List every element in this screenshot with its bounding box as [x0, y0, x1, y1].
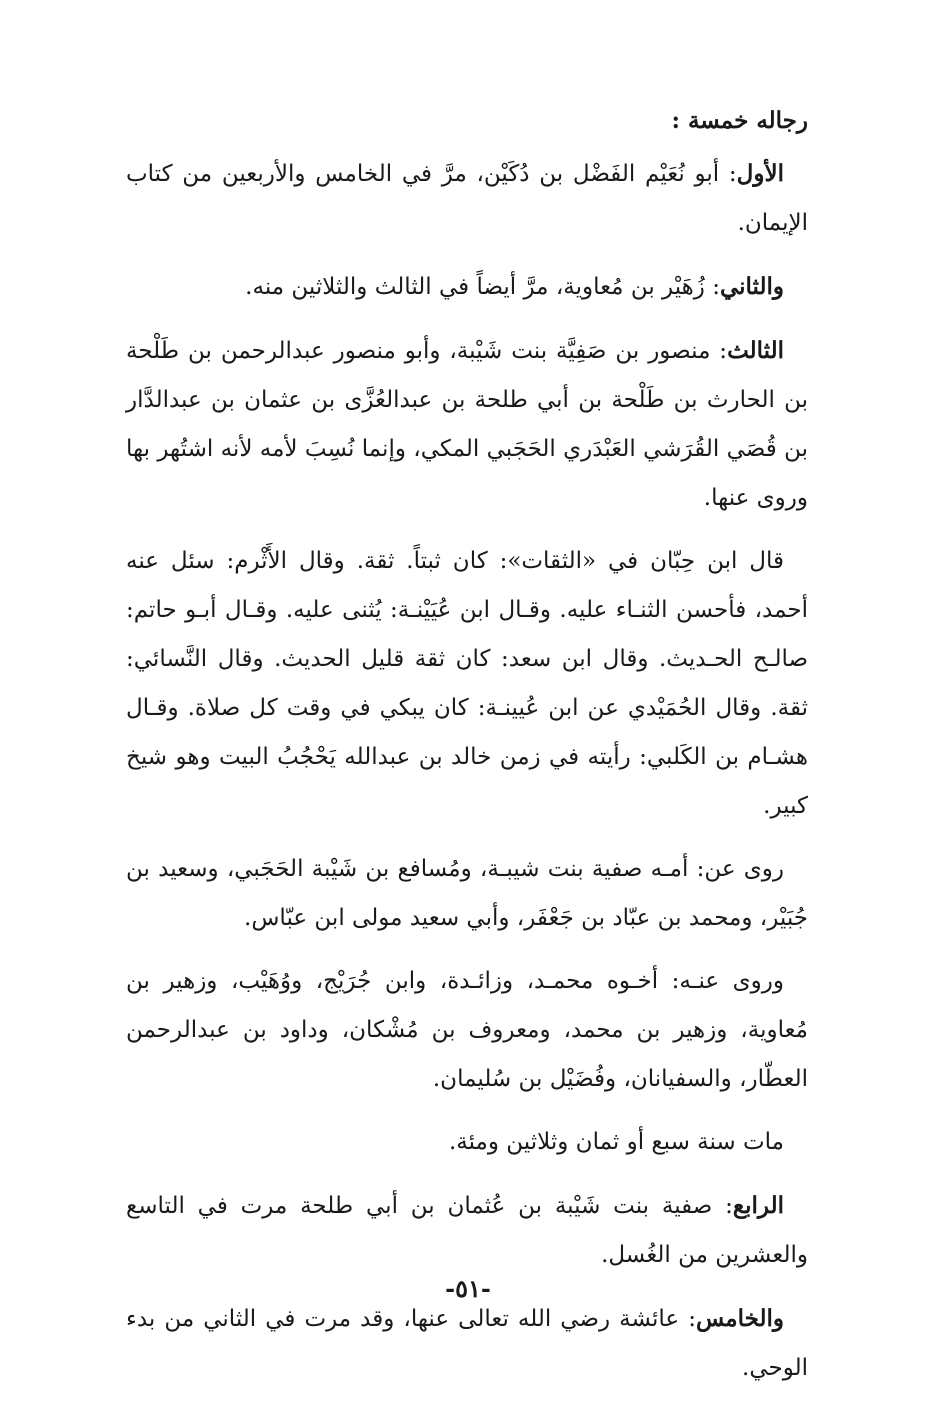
paragraph-narrator-3-grading [126, 537, 808, 831]
paragraph-label: والخامس [695, 1305, 784, 1332]
paragraph-text: : عائشة رضي الله تعالى عنها، وقد مرت في الثاني من بدء الوحي. [126, 1306, 808, 1381]
paragraph-text: قال ابن حِبّان في «الثقات»: كان ثبتاً. ثقة. وقال الأَثْرم: سئل عنه أحمد، فأحسن الثنـاء عليه. وقـال ابن عُيَيْنـة: يُثنى عليه. وقـال أبـو حاتم: صالـح الحـديث. وقال ابن سعد: كان ثقة قليل الحديث. وقال النَّسائي: ثقة. وقال الحُمَيْدي عن ابن عُيينـة: كان يبكي في وقت كل صلاة. وقـال هشـام بن الكَلبي: رأيته في زمن خالد بن عبدالله يَحْجُبُ البيت وهو شيخ كبير. [126, 548, 808, 819]
paragraph-label: الثالث [727, 337, 785, 364]
paragraph-narrator-4 [126, 1181, 808, 1280]
paragraph-text: : منصور بن صَفِيَّة بنت شَيْبة، وأبو منصور عبدالرحمن بن طَلْحة بن الحارث بن طَلْحة بن أبي طلحة بن عبدالعُزَّى بن عثمان بن عبدالدَّار بن قُصَي القُرَشي العَبْدَري الحَجَبي المكي، وإنما نُسِبَ لأمه لأنه اشتُهر بها وروى عنها. [126, 338, 808, 511]
paragraph-narrator-3-death [126, 1118, 808, 1167]
page-body [126, 96, 808, 1407]
paragraph-text: : زُهَيْر بن مُعاوية، مرَّ أيضاً في الثالث والثلاثين منه. [245, 274, 720, 300]
paragraph-narrator-3-students [126, 957, 808, 1104]
section-heading: رجاله خمسة : [671, 107, 808, 134]
paragraph-narrator-3 [126, 326, 808, 523]
paragraph-text: : أبو نُعَيْم الفَضْل بن دُكَيْن، مرَّ في الخامس والأربعين من كتاب الإيمان. [126, 161, 808, 236]
paragraph-label: الأول [736, 160, 784, 187]
page-number: -٥١- [445, 1274, 491, 1303]
paragraph-narrator-2 [126, 262, 808, 312]
paragraph-label: الرابع [732, 1192, 784, 1219]
paragraph-text: مات سنة سبع أو ثمان وثلاثين ومئة. [448, 1129, 784, 1155]
paragraph-narrator-3-teachers [126, 845, 808, 943]
paragraph-text: وروى عنـه: أخـوه محمـد، وزائـدة، وابن جُرَيْج، ووُهَيْب، وزهير بن مُعاوية، وزهير بن محمد، ومعروف بن مُشْكان، وداود بن عبدالرحمن العطّار، والسفيانان، وفُضَيْل بن سُليمان. [126, 968, 808, 1092]
paragraph-narrator-1 [126, 149, 808, 248]
paragraph-text: روى عن: أمـه صفية بنت شيبـة، ومُسافع بن شَيْبة الحَجَبي، وسعيد بن جُبَيْر، ومحمد بن عبّاد بن جَعْفَر، وأبي سعيد مولى ابن عبّاس. [126, 856, 808, 931]
paragraph-text: : صفية بنت شَيْبة بن عُثمان بن أبي طلحة مرت في التاسع والعشرين من الغُسل. [126, 1193, 808, 1268]
paragraph-narrator-5 [126, 1294, 808, 1393]
paragraph-label: والثاني [719, 273, 784, 300]
